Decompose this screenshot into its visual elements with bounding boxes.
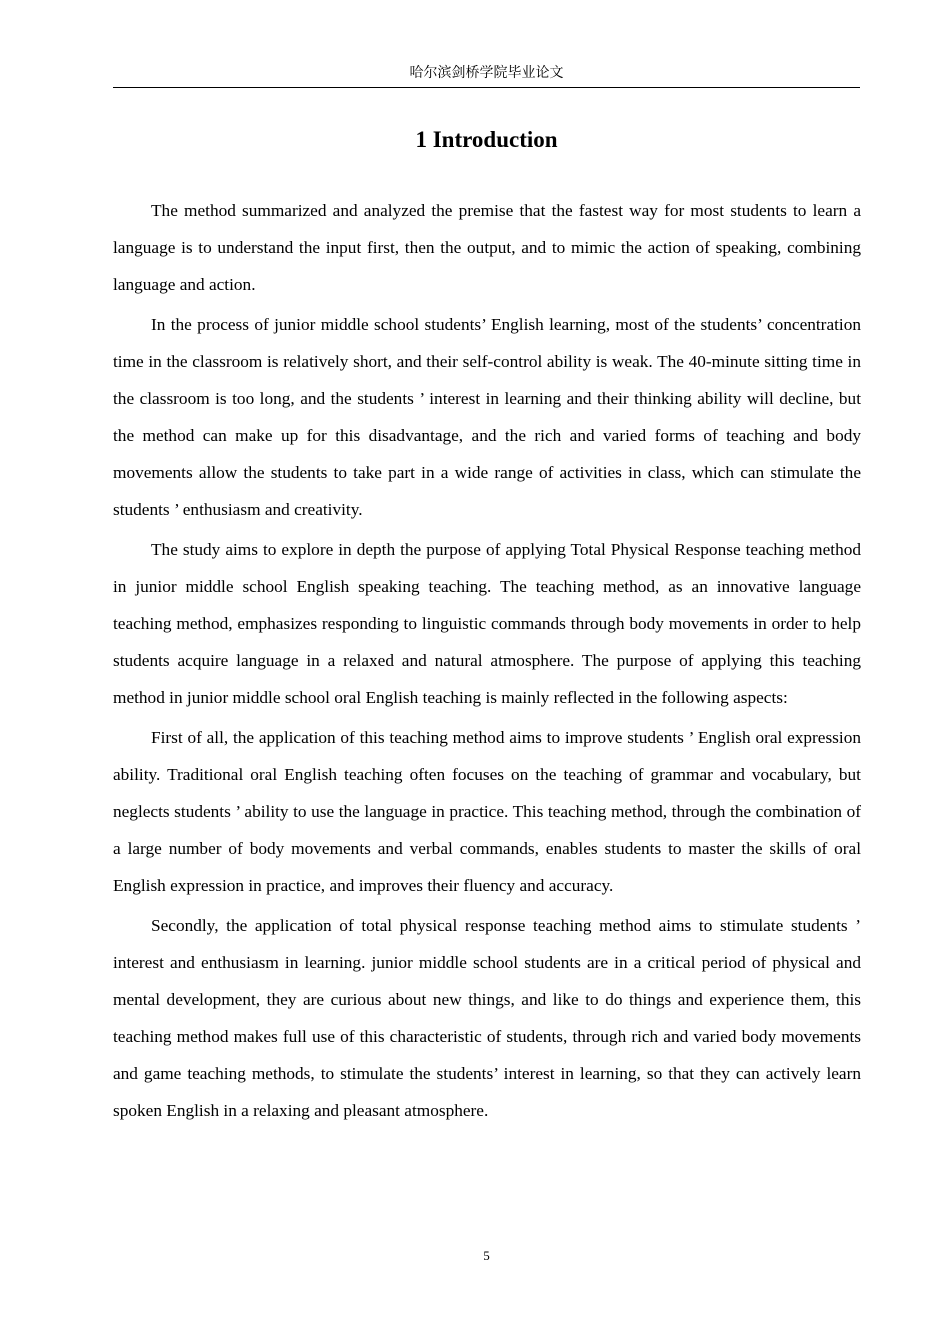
paragraph: First of all, the application of this teaching method aims to improve students ’ English oral expression ability. Traditional oral English teaching often focuses on the teaching of grammar and vocabulary, but neglects students ’ ability to use the language in practice. This teaching method, through the combination of a large number of body movements and verbal commands, enables students to master the skills of oral English expression in practice, and improves their fluency and accuracy. xyxy=(113,728,861,895)
paragraph: The study aims to explore in depth the purpose of applying Total Physical Response teaching method in junior middle school English speaking teaching. The teaching method, as an innovative language teaching method, emphasizes responding to linguistic commands through body movements in order to help students acquire language in a relaxed and natural atmosphere. The purpose of applying this teaching method in junior middle school oral English teaching is mainly reflected in the following aspects: xyxy=(113,540,861,707)
page-header: 哈尔滨剑桥学院毕业论文 xyxy=(113,64,860,88)
chapter-title: 1 Introduction xyxy=(415,127,558,152)
body-text xyxy=(113,192,861,1132)
page-number: 5 xyxy=(483,1248,490,1263)
paragraph: Secondly, the application of total physical response teaching method aims to stimulate students ’ interest and enthusiasm in learning. junior middle school students are in a critical period of physical and mental development, they are curious about new things, and like to do things and experience them, this teaching method makes full use of this characteristic of students, through rich and varied body movements and game teaching methods, to stimulate the students’ interest in learning, so that they can actively learn spoken English in a relaxing and pleasant atmosphere. xyxy=(113,916,861,1120)
paragraph: In the process of junior middle school students’ English learning, most of the students’ concentration time in the classroom is relatively short, and their self-control ability is weak. The 40-minute sitting time in the classroom is too long, and the students ’ interest in learning and their thinking ability will decline, but the method can make up for this disadvantage, and the rich and varied forms of teaching and body movements allow the students to take part in a wide range of activities in class, which can stimulate the students ’ enthusiasm and creativity. xyxy=(113,315,861,519)
paragraph: The method summarized and analyzed the premise that the fastest way for most students to learn a language is to understand the input first, then the output, and to mimic the action of speaking, combining language and action. xyxy=(113,201,861,294)
